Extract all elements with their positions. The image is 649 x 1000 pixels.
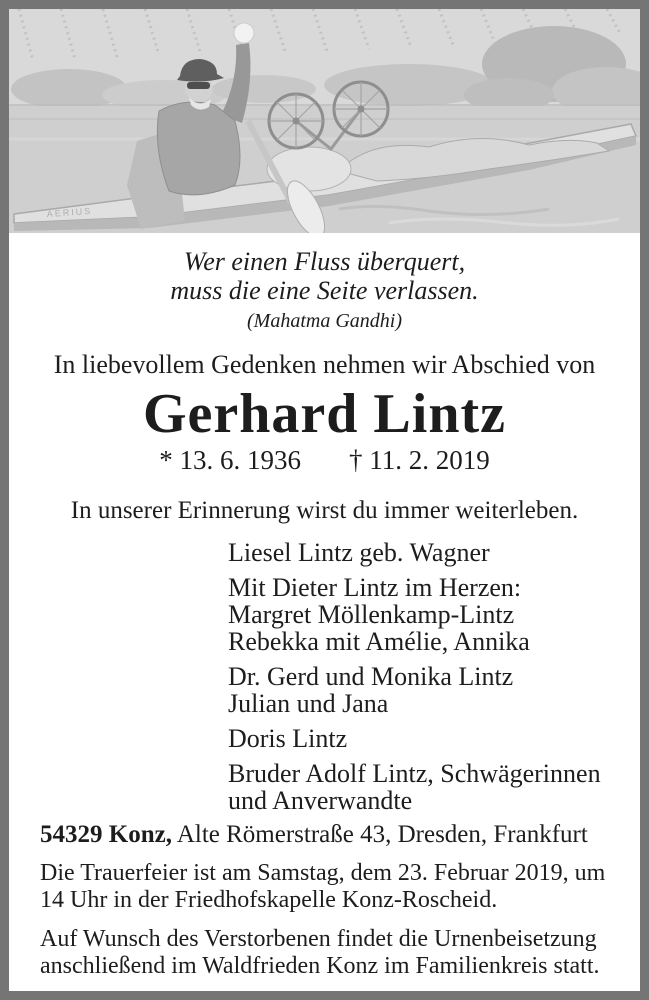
burial-line-1: Auf Wunsch des Verstorbenen findet die Urnenbeisetzung [40,926,597,952]
mourner-line: und Anverwandte [228,786,413,815]
life-dates [9,447,640,474]
memorial-line: In unserer Erinnerung wirst du immer weiterleben. [70,497,579,524]
quote-line-2: muss die eine Seite verlassen. [170,276,479,305]
mourner-line: Liesel Lintz geb. Wagner [228,538,490,567]
funeral-line-1: Die Trauerfeier ist am Samstag, dem 23. Februar 2019, um [40,860,606,886]
quote-attribution: (Mahatma Gandhi) [247,310,402,332]
mourner-line: Mit Dieter Lintz im Herzen: [228,573,522,602]
mourner-group [228,760,620,814]
mourners-list [228,539,620,814]
death-date: † 11. 2. 2019 [349,445,490,475]
mourner-line: Margret Möllenkamp-Lintz [228,600,515,629]
mourner-group [228,574,620,655]
quote [9,247,640,305]
funeral-line-2: 14 Uhr in der Friedhofskapelle Konz-Roscheid. [40,887,498,913]
address-city: 54329 Konz, [40,821,172,848]
raised-hand [234,23,254,43]
mourner-line: Julian und Jana [228,689,389,718]
birth-date: * 13. 6. 1936 [159,445,301,475]
mourner-line: Bruder Adolf Lintz, Schwägerinnen [228,759,601,788]
mourner-line: Dr. Gerd und Monika Lintz [228,662,514,691]
boat-brand-label: AERIUS [46,205,93,219]
mourner-group [228,539,620,566]
address-rest: Alte Römerstraße 43, Dresden, Frankfurt [171,821,588,848]
mourner-line: Rebekka mit Amélie, Annika [228,627,530,656]
mourner-group [228,725,620,752]
sunglasses-icon [187,82,210,89]
burial-line-2: anschließend im Waldfrieden Konz im Familienkreis statt. [40,953,600,979]
mourner-line: Doris Lintz [228,724,348,753]
quote-line-1: Wer einen Fluss überquert, [183,247,466,276]
memorial-photo [9,9,640,233]
deceased-name: Gerhard Lintz [143,383,506,445]
mourner-group [228,663,620,717]
intro-line: In liebevollem Gedenken nehmen wir Abschied von [53,350,596,379]
burial-paragraph [40,926,630,980]
address-line [40,822,630,848]
funeral-paragraph [40,860,630,914]
